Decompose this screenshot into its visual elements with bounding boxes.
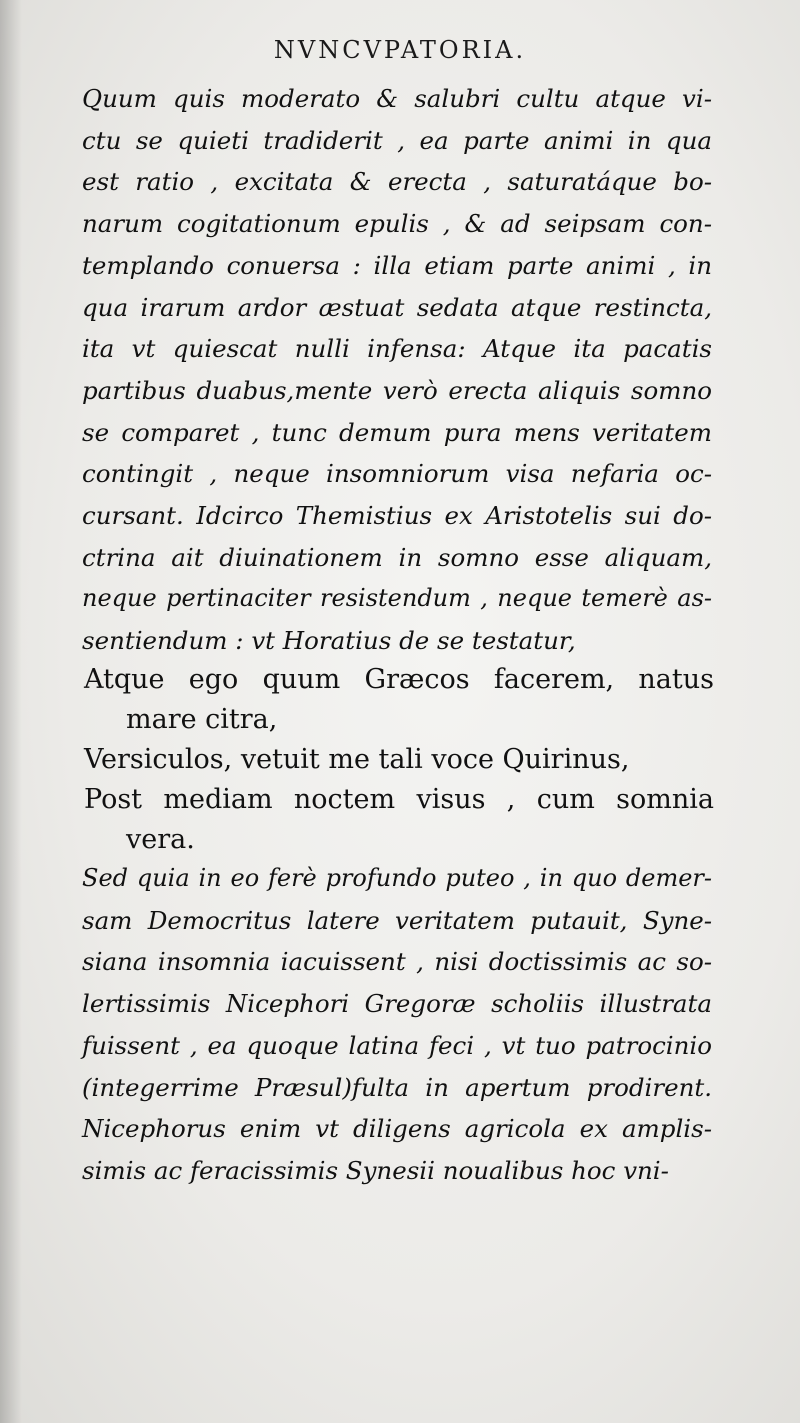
paragraph-1 xyxy=(82,78,712,662)
text-line: templando conuersa : illa etiam parte animi , in xyxy=(82,250,712,280)
running-header: NVNCVPATORIA. xyxy=(273,36,527,64)
verse-line: Atque ego quum Græcos facerem, natus xyxy=(84,664,714,695)
text-line: neque pertinaciter resistendum , neque temerè as- xyxy=(82,584,712,613)
text-line: (integerrime Præsul)fulta in apertum prodirent. xyxy=(82,1072,712,1102)
text-line: sam Democritus latere veritatem putauit, Syne- xyxy=(82,905,712,935)
verse-line: Post mediam noctem visus , cum somnia xyxy=(84,784,714,815)
text-line: siana insomnia iacuissent , nisi doctissimis ac so- xyxy=(82,947,712,977)
text-line: lertissimis Nicephori Gregoræ scholiis illustrata xyxy=(82,989,712,1019)
paragraph-2 xyxy=(82,858,712,1192)
text-line: contingit , neque insomniorum visa nefaria oc- xyxy=(82,459,712,489)
text-line: partibus duabus,mente verò erecta aliquis somno xyxy=(82,375,712,405)
text-line: ctrina ait diuinationem in somno esse aliquam, xyxy=(82,542,712,572)
verse-line: Versiculos, vetuit me tali voce Quirinus, xyxy=(84,744,630,775)
text-line: ctu se quieti tradiderit , ea parte animi in qua xyxy=(82,125,712,155)
verse-continuation: mare citra, xyxy=(126,704,278,735)
text-line: cursant. Idcirco Themistius ex Aristotelis sui do- xyxy=(82,501,712,531)
horace-verse xyxy=(84,660,714,860)
verse-continuation: vera. xyxy=(126,824,195,855)
text-line: fuissent , ea quoque latina feci , vt tuo patrocinio xyxy=(82,1030,712,1060)
text-line: simis ac feracissimis Synesii noualibus hoc vni- xyxy=(82,1155,669,1185)
text-line: se comparet , tunc demum pura mens veritatem xyxy=(82,417,712,447)
text-line: Nicephorus enim vt diligens agricola ex amplis- xyxy=(82,1114,712,1144)
text-line: Quum quis moderato & salubri cultu atque vi- xyxy=(82,84,712,113)
text-line: est ratio , excitata & erecta , saturatáque bo- xyxy=(82,167,712,197)
text-line: sentiendum : vt Horatius de se testatur, xyxy=(82,626,576,656)
text-line: qua irarum ardor æstuat sedata atque restincta, xyxy=(82,292,712,322)
text-line: Sed quia in eo ferè profundo puteo , in quo demer- xyxy=(82,864,712,892)
text-line: ita vt quiescat nulli infensa: Atque ita pacatis xyxy=(82,334,712,364)
text-line: narum cogitationum epulis , & ad seipsam con- xyxy=(82,209,712,239)
gutter-shadow xyxy=(0,0,22,1423)
